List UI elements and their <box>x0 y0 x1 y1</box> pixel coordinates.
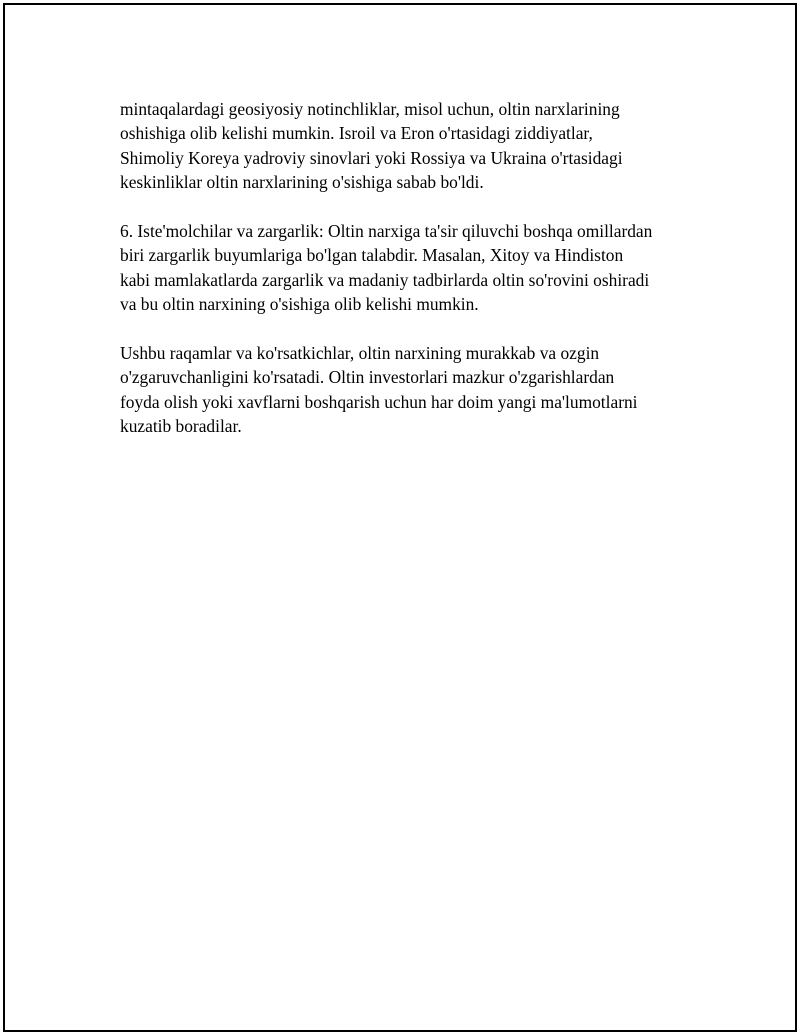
document-body <box>120 97 705 439</box>
paragraph-consumers-jewelry: 6. Iste'molchilar va zargarlik: Oltin narxiga ta'sir qiluvchi boshqa omillardan biri zargarlik buyumlariga bo'lgan talabdir. Masalan, Xitoy va Hindiston kabi mamlakatlarda zargarlik va madaniy tadbirlarda oltin so'rovini oshiradi va bu oltin narxining o'sishiga olib kelishi mumkin. <box>120 221 653 315</box>
paragraph-conclusion: Ushbu raqamlar va ko'rsatkichlar, oltin narxining murakkab va ozgin o'zgaruvchanligini ko'rsatadi. Oltin investorlari mazkur o'zgarishlardan foyda olish yoki xavflarni boshqarish uchun har doim yangi ma'lumotlarni kuzatib boradilar. <box>120 343 638 437</box>
document-page <box>3 3 797 1032</box>
paragraph-geopolitics: mintaqalardagi geosiyosiy notinchliklar, misol uchun, oltin narxlarining oshishiga olib kelishi mumkin. Isroil va Eron o'rtasidagi ziddiyatlar, Shimoliy Koreya yadroviy sinovlari yoki Rossiya va Ukraina o'rtasidagi keskinliklar oltin narxlarining o'sishiga sabab bo'ldi. <box>120 99 623 193</box>
